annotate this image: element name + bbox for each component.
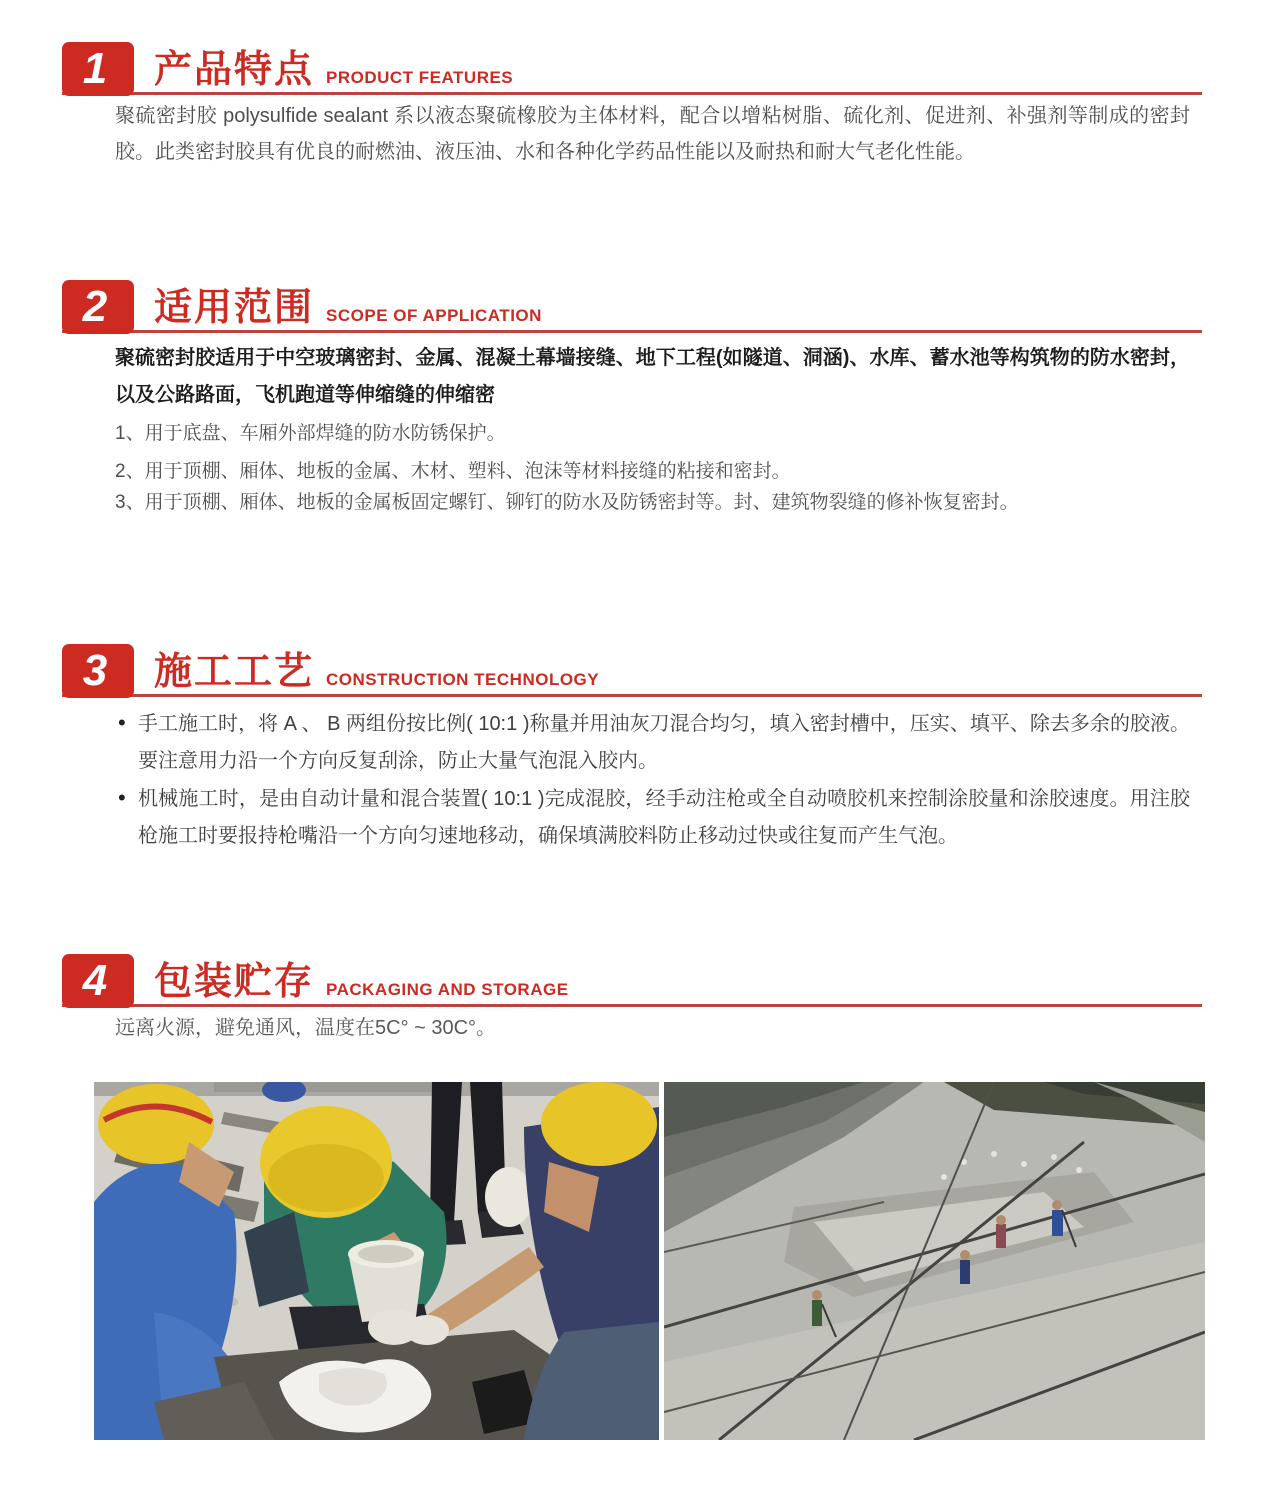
section-2-title-en: SCOPE OF APPLICATION <box>326 306 542 325</box>
section-1-title-en: PRODUCT FEATURES <box>326 68 514 87</box>
section-4-title-en: PACKAGING AND STORAGE <box>326 980 569 999</box>
section-3-title-zh: 施工工艺 <box>154 651 315 693</box>
section-1-title-zh: 产品特点 <box>154 49 315 91</box>
section-2-number-badge: 2 <box>62 280 134 334</box>
section-4-paragraph: 远离火源，避免通风，温度在5C° ~ 30C°。 <box>115 1017 497 1039</box>
section-3-number-badge: 3 <box>62 644 134 698</box>
section-2-header <box>62 276 1202 333</box>
concrete-slope-illustration <box>664 1082 1205 1440</box>
section-2-list-item-2: 2、用于顶棚、厢体、地板的金属、木材、塑料、泡沫等材料接缝的粘接和密封。 <box>115 461 791 482</box>
section-1-number-badge: 1 <box>62 42 134 96</box>
bullet-dot-icon: • <box>118 785 126 810</box>
section-2-lead-paragraph: 聚硫密封胶适用于中空玻璃密封、金属、混凝土幕墙接缝、地下工程(如隧道、洞涵)、水库、蓄水池等构筑物的防水密封，以及公路路面，飞机跑道等伸缩缝的伸缩密 <box>115 347 1190 406</box>
section-2-list-item-1: 1、用于底盘、车厢外部焊缝的防水防锈保护。 <box>115 423 506 444</box>
photo-workers-applying-sealant <box>94 1082 659 1440</box>
section-1-paragraph: 聚硫密封胶 polysulfide sealant 系以液态聚硫橡胶为主体材料，配合以增粘树脂、硫化剂、促进剂、补强剂等制成的密封胶。此类密封胶具有优良的耐燃油、液压油、水和各种化学药品性能以及耐热和耐大气老化性能。 <box>115 105 1190 163</box>
section-3-header <box>62 640 1202 697</box>
workers-sealant-illustration <box>94 1082 659 1440</box>
bullet-dot-icon: • <box>118 710 126 735</box>
section-1-header <box>62 38 1202 95</box>
section-3-bullet-1-text: 手工施工时，将 A 、 B 两组份按比例( 10:1 )称量并用油灰刀混合均匀，填入密封槽中，压实、填平、除去多余的胶液。要注意用力沿一个方向反复刮涂，防止大量气泡混入胶内。 <box>138 713 1190 772</box>
section-2-list-item-3: 3、用于顶棚、厢体、地板的金属板固定螺钉、铆钉的防水及防锈密封等。封、建筑物裂缝的修补恢复密封。 <box>115 492 1019 513</box>
section-4-header <box>62 950 1202 1007</box>
section-3-bullet-1 <box>118 706 1190 780</box>
section-3-title-en: CONSTRUCTION TECHNOLOGY <box>326 670 600 689</box>
photo-concrete-slope-with-workers <box>664 1082 1205 1440</box>
section-3-bullet-2 <box>118 781 1190 855</box>
section-4-number-badge: 4 <box>62 954 134 1008</box>
section-3-bullet-2-text: 机械施工时，是由自动计量和混合装置( 10:1 )完成混胶，经手动注枪或全自动喷胶机来控制涂胶量和涂胶速度。用注胶枪施工时要报持枪嘴沿一个方向匀速地移动，确保填满胶料防止移动过快或往复而产生气泡。 <box>138 788 1190 847</box>
section-4-title-zh: 包装贮存 <box>154 961 315 1003</box>
section-2-title-zh: 适用范围 <box>154 287 315 329</box>
